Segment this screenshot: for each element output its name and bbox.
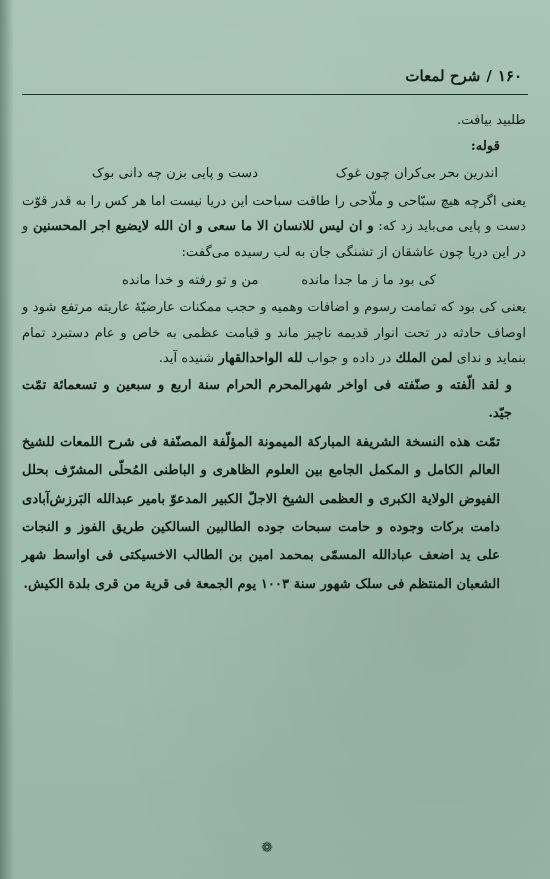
paragraph-2-quote: لمن الملك	[395, 351, 453, 367]
verse-1-hemistich-a: اندرین بحر بی‌کران چون غوک	[335, 166, 498, 182]
paragraph-2-end: شنیده آید.	[158, 351, 215, 367]
paragraph-2-quote-2: لله الواحدالقهار	[218, 351, 303, 367]
header-rule	[22, 94, 528, 95]
verse-1-hemistich-b: دست و پایی بزن چه دانی بوک	[92, 166, 259, 182]
verse-1	[22, 161, 526, 187]
colophon-author: و لقد الّفته و صنّفته فی اواخر شهرالمحرم الحرام سنة اربع و سبعین و تسعمائة تمّت جیّد.	[22, 377, 512, 422]
paragraph-2	[22, 295, 526, 372]
paragraph-1-text: یعنی اگرچه هیچ سبّاحی و ملّاحی را طاقت سباحت این دریا نیست اما هر کس را به قدر قوّت دست و پایی می‌باید زد که:	[22, 193, 527, 235]
verse-2	[22, 268, 526, 294]
opening-line: طلبید بیافت.	[456, 113, 526, 128]
verse-2-hemistich-b: من و تو رفته و خدا مانده	[122, 272, 259, 288]
paragraph-1	[22, 189, 526, 266]
header-separator: /	[486, 67, 492, 85]
paragraph-1-quran-quote: و ان لیس للانسان الا ما سعی و ان الله لایضیع اجر المحسنین	[32, 219, 374, 235]
header-title: شرح لمعات	[405, 67, 481, 85]
running-header	[22, 64, 528, 88]
colophon-scribe: تمّت هذه النسخة الشریفة المبارکة المیمونة المؤلّفة المصنّفة فی شرح اللمعات للشیخ العالم الکامل و المکمل الجامع بین العلوم الظاهری و الباطنی المُحلّی المشرّف بحلل الفیوض الولایة الکبری و العظمی الشیخ الاجلّ الکبیر المدعوّ بامیر عبدالله البَرزش‌آبادی دامت برکات وجوده و حامت سبحات جوده الطالبین السالکین طریق الفوز و النجات علی ید اضعف عباد‌الله المسمّی بمحمد امین بن الطالب الاخسیکتی فی اواسط شهر الشعبان المنتظم فی سلک شهور سنة ۱۰۰۳ یوم الجمعة فی قریة من قری بلدة الکیش.	[22, 434, 500, 592]
page-body	[22, 108, 526, 599]
footer-ornament-icon: ❁	[261, 840, 273, 856]
quote-label: قوله:	[470, 138, 500, 154]
paragraph-1-end: و در این دریا چون عاشقان از تشنگی جان به لب رسیده می‌گفت:	[22, 219, 526, 260]
header-page-number: ۱۶۰	[497, 67, 522, 85]
paragraph-2-mid: در داده و جواب	[306, 351, 392, 367]
verse-2-hemistich-a: کی بود ما ز ما جدا مانده	[301, 272, 436, 288]
paragraph-2-text: یعنی کی بود که تمامت رسوم و اضافات وهمیه و حجب ممکنات عارضیّهٔ عاریته مرتفع شود و اوصاف حادثه در تحت انوار قدیمه ناچیز ماند و قیامت عظمی به خاص و عام دستبرد تمام بنماید و ندای	[22, 300, 526, 367]
